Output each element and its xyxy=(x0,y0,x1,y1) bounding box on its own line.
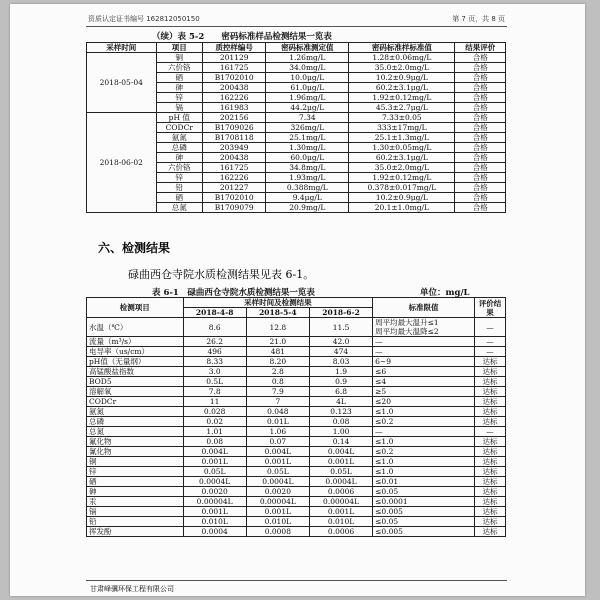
value-cell: 8.6 xyxy=(183,318,246,337)
table-cell: 合格 xyxy=(455,93,506,103)
table-header-row xyxy=(87,43,506,53)
limit-cell: ≥5 xyxy=(373,387,475,397)
value-cell: 0.001L xyxy=(309,507,372,517)
eval-cell: 达标 xyxy=(475,437,506,447)
table-cell: 45.3±2.7μg/L xyxy=(349,103,455,113)
eval-cell: 达标 xyxy=(475,377,506,387)
limit-cell: ≤0.005 xyxy=(373,507,475,517)
limit-cell: 周平均最大温升≤1 周平均最大温降≤2 xyxy=(373,318,475,337)
table-cell: 161725 xyxy=(203,163,266,173)
table-cell: 1.92±0.12mg/L xyxy=(349,173,455,183)
limit-cell: — xyxy=(373,427,475,437)
table-cell: 铅 xyxy=(156,183,202,193)
value-cell: 474 xyxy=(309,347,372,357)
limit-cell: ≤1.0 xyxy=(373,457,475,467)
value-cell: 0.00004L xyxy=(183,497,246,507)
value-cell: 12.8 xyxy=(246,318,309,337)
table-cell: 60.0μg/L xyxy=(266,153,349,163)
table-cell: 合格 xyxy=(455,183,506,193)
table-cell: 61.0μg/L xyxy=(266,83,349,93)
date-header: 2018-6-2 xyxy=(309,308,372,318)
value-cell: 0.010L xyxy=(246,517,309,527)
value-cell: 0.0004L xyxy=(246,477,309,487)
limit-cell: ≤4 xyxy=(373,377,475,387)
table-cell: 10.2±0.9μg/L xyxy=(349,193,455,203)
value-cell: 0.0008 xyxy=(246,527,309,537)
value-cell: 0.05L xyxy=(183,467,246,477)
item-cell: 挥发酚 xyxy=(87,527,184,537)
value-cell: 8.20 xyxy=(246,357,309,367)
value-cell: 0.9 xyxy=(309,377,372,387)
eval-cell: 达标 xyxy=(475,497,506,507)
table-cell: 合格 xyxy=(455,123,506,133)
eval-cell: 达标 xyxy=(475,447,506,457)
table-cell: 合格 xyxy=(455,103,506,113)
eval-cell: 达标 xyxy=(475,467,506,477)
table-cell: 合格 xyxy=(455,113,506,123)
table-cell: 镉 xyxy=(156,103,202,113)
value-cell: 0.08 xyxy=(309,417,372,427)
header-rule xyxy=(86,26,507,27)
table-cell: B1709079 xyxy=(203,203,266,213)
value-cell: 0.028 xyxy=(183,407,246,417)
limit-cell: ≤6 xyxy=(373,367,475,377)
value-cell: 0.08 xyxy=(183,437,246,447)
table-cell: 锌 xyxy=(156,93,202,103)
table-row xyxy=(87,417,506,427)
value-cell: 0.001L xyxy=(246,457,309,467)
item-cell: 总氮 xyxy=(87,427,184,437)
value-cell: 26.2 xyxy=(183,337,246,347)
limit-cell: ≤1.0 xyxy=(373,467,475,477)
value-cell: 481 xyxy=(246,347,309,357)
value-cell: 11.5 xyxy=(309,318,372,337)
item-cell: 镉 xyxy=(87,507,184,517)
table-5-2 xyxy=(86,42,506,213)
item-cell: 电导率（us/cm） xyxy=(87,347,184,357)
table-cell: 砷 xyxy=(156,153,202,163)
item-cell: 砷 xyxy=(87,487,184,497)
eval-cell: 达标 xyxy=(475,397,506,407)
header-item: 检测项目 xyxy=(87,298,184,318)
table-cell: 35.0±2.0mg/L xyxy=(349,163,455,173)
table-cell: 总氮 xyxy=(156,203,202,213)
item-cell: 高锰酸盐指数 xyxy=(87,367,184,377)
table-cell: 合格 xyxy=(455,63,506,73)
table-cell: 20.9mg/L xyxy=(266,203,349,213)
header-limit: 标准限值 xyxy=(373,298,475,318)
table-cell: CODCr xyxy=(156,123,202,133)
value-cell: 0.048 xyxy=(246,407,309,417)
table-cell: 0.378±0.017mg/L xyxy=(349,183,455,193)
table-cell: B1708118 xyxy=(203,133,266,143)
table-cell: 1.30±0.05mg/L xyxy=(349,143,455,153)
value-cell: 11 xyxy=(183,397,246,407)
table-cell: 201129 xyxy=(203,53,266,63)
item-cell: 硒 xyxy=(87,477,184,487)
table-header-row xyxy=(87,298,506,308)
item-cell: 总磷 xyxy=(87,417,184,427)
table-row xyxy=(87,337,506,347)
company-footer: 甘肃峰骥环保工程有限公司 xyxy=(90,585,174,593)
item-cell: CODCr xyxy=(87,397,184,407)
table-cell: 合格 xyxy=(455,163,506,173)
column-header: 结果评价 xyxy=(455,43,506,53)
table-row xyxy=(87,487,506,497)
table-6-1-unit: 单位：mg/L xyxy=(420,288,470,298)
table-cell: 合格 xyxy=(455,153,506,163)
value-cell: 8.03 xyxy=(309,357,372,367)
sampling-date: 2018-05-04 xyxy=(87,53,157,113)
value-cell: 0.0006 xyxy=(309,487,372,497)
limit-cell: ≤0.2 xyxy=(373,417,475,427)
value-cell: 0.0004L xyxy=(183,477,246,487)
value-cell: 21.0 xyxy=(246,337,309,347)
value-cell: 0.001L xyxy=(246,507,309,517)
limit-cell: ≤1.0 xyxy=(373,407,475,417)
table-cell: 1.30mg/L xyxy=(266,143,349,153)
limit-cell: 6~9 xyxy=(373,357,475,367)
item-cell: 氨氮 xyxy=(87,407,184,417)
table-cell: pH 值 xyxy=(156,113,202,123)
value-cell: 0.8 xyxy=(246,377,309,387)
table-cell: 10.2±0.9μg/L xyxy=(349,73,455,83)
table-cell: 203949 xyxy=(203,143,266,153)
value-cell: 2.8 xyxy=(246,367,309,377)
limit-cell: ≤0.0001 xyxy=(373,497,475,507)
limit-cell: ≤0.01 xyxy=(373,477,475,487)
table-cell: 60.2±3.1μg/L xyxy=(349,83,455,93)
table-6-1-caption: 表 6-1 碌曲西仓寺院水质检测结果一览表 xyxy=(152,288,315,298)
table-cell: B1709026 xyxy=(203,123,266,133)
value-cell: 0.00004L xyxy=(246,497,309,507)
eval-cell: — xyxy=(475,318,506,337)
table-cell: 总磷 xyxy=(156,143,202,153)
table-cell: 161725 xyxy=(203,63,266,73)
item-cell: 氟化物 xyxy=(87,437,184,447)
value-cell: 0.004L xyxy=(309,447,372,457)
table-cell: 合格 xyxy=(455,193,506,203)
column-header: 密码标准测定值 xyxy=(266,43,349,53)
cert-number: 资质认定证书编号 162812050150 xyxy=(88,15,200,23)
table-cell: 合格 xyxy=(455,143,506,153)
table-row xyxy=(87,427,506,437)
value-cell: 0.0020 xyxy=(183,487,246,497)
limit-cell: ≤0.005 xyxy=(373,527,475,537)
date-header: 2018-4-8 xyxy=(183,308,246,318)
value-cell: 0.05L xyxy=(309,467,372,477)
table-cell: 铜 xyxy=(156,53,202,63)
eval-cell: 达标 xyxy=(475,527,506,537)
eval-cell: 达标 xyxy=(475,507,506,517)
value-cell: 0.00004L xyxy=(309,497,372,507)
table-row xyxy=(87,457,506,467)
table-row xyxy=(87,318,506,337)
eval-cell: 达标 xyxy=(475,517,506,527)
limit-cell: ≤1.0 xyxy=(373,437,475,447)
sampling-date: 2018-06-02 xyxy=(87,113,157,213)
value-cell: 0.001L xyxy=(183,507,246,517)
table-cell: 合格 xyxy=(455,83,506,93)
document-page xyxy=(10,4,585,596)
table-cell: 硒 xyxy=(156,193,202,203)
limit-cell: ≤0.05 xyxy=(373,517,475,527)
value-cell: 0.001L xyxy=(183,457,246,467)
value-cell: 0.0004 xyxy=(183,527,246,537)
column-header: 质控样编号 xyxy=(203,43,266,53)
eval-cell: 达标 xyxy=(475,457,506,467)
table-cell: 161983 xyxy=(203,103,266,113)
table-cell: 合格 xyxy=(455,73,506,83)
eval-cell: — xyxy=(475,347,506,357)
value-cell: 1.01 xyxy=(183,427,246,437)
table-6-1 xyxy=(86,297,506,537)
table-row xyxy=(87,397,506,407)
table-cell: 200438 xyxy=(203,83,266,93)
eval-cell: 达标 xyxy=(475,417,506,427)
value-cell: 0.0006 xyxy=(309,527,372,537)
value-cell: 0.07 xyxy=(246,437,309,447)
item-cell: 铅 xyxy=(87,517,184,527)
table-cell: 合格 xyxy=(455,203,506,213)
table-cell: 1.26mg/L xyxy=(266,53,349,63)
header-eval: 评价结果 xyxy=(475,298,506,318)
table-row xyxy=(87,347,506,357)
item-cell: 铜 xyxy=(87,457,184,467)
table-cell: 1.28±0.06mg/L xyxy=(349,53,455,63)
value-cell: 0.010L xyxy=(309,517,372,527)
table-cell: 200438 xyxy=(203,153,266,163)
table-cell: 333±17mg/L xyxy=(349,123,455,133)
table-cell: 9.4μg/L xyxy=(266,193,349,203)
value-cell: 8.33 xyxy=(183,357,246,367)
table-cell: 202156 xyxy=(203,113,266,123)
value-cell: 0.123 xyxy=(309,407,372,417)
table-cell: 1.92±0.12mg/L xyxy=(349,93,455,103)
limit-cell: ≤0.2 xyxy=(373,447,475,457)
item-cell: 氰化物 xyxy=(87,447,184,457)
table-row xyxy=(87,367,506,377)
table-cell: 25.1mg/L xyxy=(266,133,349,143)
table-row xyxy=(87,357,506,367)
eval-cell: 达标 xyxy=(475,477,506,487)
table-row xyxy=(87,53,506,63)
table-cell: 20.1±1.0mg/L xyxy=(349,203,455,213)
table-cell: 7.33±0.05 xyxy=(349,113,455,123)
value-cell: 0.05L xyxy=(246,467,309,477)
item-cell: 锌 xyxy=(87,467,184,477)
table-row xyxy=(87,407,506,417)
table-row xyxy=(87,507,506,517)
value-cell: 0.001L xyxy=(309,457,372,467)
value-cell: 0.0004L xyxy=(309,477,372,487)
table-cell: 201227 xyxy=(203,183,266,193)
table-cell: 合格 xyxy=(455,53,506,63)
value-cell: 0.01L xyxy=(246,417,309,427)
value-cell: 42.0 xyxy=(309,337,372,347)
item-cell: pH值（无量纲） xyxy=(87,357,184,367)
eval-cell: 达标 xyxy=(475,407,506,417)
table-cell: B1702010 xyxy=(203,73,266,83)
value-cell: 6.8 xyxy=(309,387,372,397)
section-title: 六、检测结果 xyxy=(98,241,171,255)
value-cell: 1.00 xyxy=(309,427,372,437)
table-cell: 0.388mg/L xyxy=(266,183,349,193)
table-cell: 硒 xyxy=(156,73,202,83)
table-row xyxy=(87,517,506,527)
table-cell: 34.0mg/L xyxy=(266,63,349,73)
limit-cell: ≤0.05 xyxy=(373,487,475,497)
column-header: 项目 xyxy=(156,43,202,53)
table-row xyxy=(87,437,506,447)
table-cell: 砷 xyxy=(156,83,202,93)
value-cell: 3.0 xyxy=(183,367,246,377)
value-cell: 1.06 xyxy=(246,427,309,437)
table-row xyxy=(87,497,506,507)
table-cell: 锌 xyxy=(156,173,202,183)
table-cell: 六价铬 xyxy=(156,163,202,173)
table-cell: B1702010 xyxy=(203,193,266,203)
item-cell: 溶解氧 xyxy=(87,387,184,397)
table-cell: 162226 xyxy=(203,93,266,103)
limit-cell: ≤20 xyxy=(373,397,475,407)
value-cell: 7 xyxy=(246,397,309,407)
section-paragraph: 碌曲西仓寺院水质检测结果见表 6-1。 xyxy=(128,268,315,281)
table-row xyxy=(87,447,506,457)
column-header: 密码标准样标准值 xyxy=(349,43,455,53)
table-cell: 10.0μg/L xyxy=(266,73,349,83)
value-cell: 0.010L xyxy=(183,517,246,527)
table-row xyxy=(87,377,506,387)
value-cell: 1.9 xyxy=(309,367,372,377)
table-cell: 35.0±2.0mg/L xyxy=(349,63,455,73)
table-cell: 氨氮 xyxy=(156,133,202,143)
value-cell: 0.02 xyxy=(183,417,246,427)
value-cell: 496 xyxy=(183,347,246,357)
eval-cell: 达标 xyxy=(475,367,506,377)
footer-rule xyxy=(86,580,507,581)
item-cell: 汞 xyxy=(87,497,184,507)
table-cell: 60.2±3.1μg/L xyxy=(349,153,455,163)
table-cell: 34.8mg/L xyxy=(266,163,349,173)
table-cell: 162226 xyxy=(203,173,266,183)
value-cell: 0.5L xyxy=(183,377,246,387)
value-cell: 7.9 xyxy=(246,387,309,397)
table-cell: 44.2μg/L xyxy=(266,103,349,113)
value-cell: 4L xyxy=(309,397,372,407)
table-cell: 1.93mg/L xyxy=(266,173,349,183)
table-cell: 六价铬 xyxy=(156,63,202,73)
column-header: 采样时间 xyxy=(87,43,157,53)
eval-cell: 达标 xyxy=(475,357,506,367)
value-cell: 0.004L xyxy=(246,447,309,457)
limit-cell: — xyxy=(373,347,475,357)
value-cell: 0.14 xyxy=(309,437,372,447)
table-row xyxy=(87,467,506,477)
table-row xyxy=(87,387,506,397)
table-row xyxy=(87,477,506,487)
page-number: 第 7 页，共 8 页 xyxy=(452,15,505,23)
eval-cell: — xyxy=(475,427,506,437)
table-cell: 合格 xyxy=(455,133,506,143)
eval-cell: 达标 xyxy=(475,487,506,497)
value-cell: 0.004L xyxy=(183,447,246,457)
date-header: 2018-5-4 xyxy=(246,308,309,318)
limit-cell: — xyxy=(373,337,475,347)
eval-cell: — xyxy=(475,337,506,347)
table-cell: 25.1±1.3mg/L xyxy=(349,133,455,143)
header-group: 采样时间及检测结果 xyxy=(183,298,373,308)
value-cell: 0.0020 xyxy=(246,487,309,497)
table-5-2-caption: （续）表 5-2 密码标准样品检测结果一览表 xyxy=(152,32,332,42)
table-row xyxy=(87,113,506,123)
item-cell: 流量（m³/s） xyxy=(87,337,184,347)
table-row xyxy=(87,527,506,537)
value-cell: 7.8 xyxy=(183,387,246,397)
item-cell: 水温（℃） xyxy=(87,318,184,337)
table-cell: 7.34 xyxy=(266,113,349,123)
table-cell: 合格 xyxy=(455,173,506,183)
item-cell: BOD5 xyxy=(87,377,184,387)
table-cell: 1.96mg/L xyxy=(266,93,349,103)
eval-cell: 达标 xyxy=(475,387,506,397)
table-cell: 326mg/L xyxy=(266,123,349,133)
